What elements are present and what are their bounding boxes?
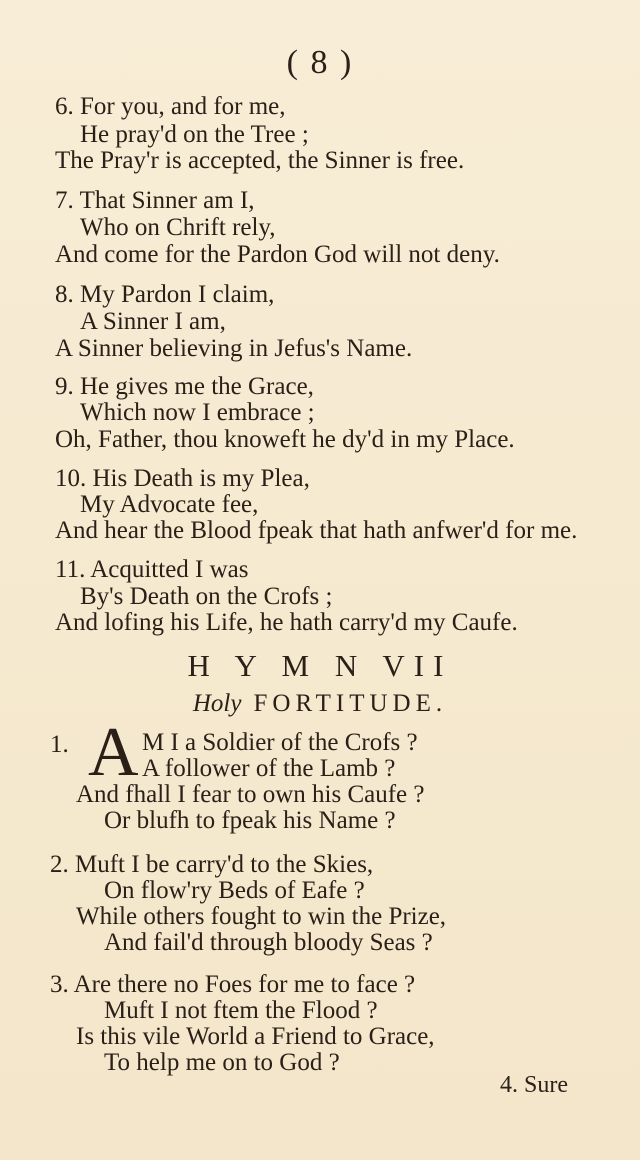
hymn-stanza-3-line-3: Is this vile World a Friend to Grace, [76, 1023, 435, 1050]
stanza-6-line-1: 6. For you, and for me, [55, 93, 286, 120]
stanza-8-line-2: A Sinner I am, [80, 308, 226, 335]
hymn-stanza-2-line-3: While others fought to win the Prize, [76, 903, 447, 930]
hymn-stanza-2-line-4: And fail'd through bloody Seas ? [104, 929, 433, 956]
stanza-7-line-1: 7. That Sinner am I, [55, 187, 255, 214]
hymn-stanza-3-line-2: Muft I not ftem the Flood ? [104, 997, 378, 1024]
stanza-10-line-2: My Advocate fee, [80, 491, 259, 518]
hymn-stanza-3-line-4: To help me on to God ? [104, 1049, 340, 1076]
hymn-subtitle-caps: FORTITUDE. [253, 690, 448, 717]
stanza-9-line-2: Which now I embrace ; [80, 399, 315, 426]
stanza-8-line-3: A Sinner believing in Jefus's Name. [55, 335, 413, 362]
hymn-stanza-2-line-1: 2. Muft I be carry'd to the Skies, [50, 851, 374, 878]
stanza-10-line-1: 10. His Death is my Plea, [55, 465, 310, 492]
hymn-stanza-1-number: 1. [50, 731, 69, 758]
stanza-6-line-2: He pray'd on the Tree ; [80, 121, 309, 148]
drop-cap: A [88, 714, 139, 791]
hymn-subtitle-italic: Holy [192, 690, 242, 717]
stanza-11-line-1: 11. Acquitted I was [55, 556, 249, 583]
stanza-9-line-3: Oh, Father, thou knoweft he dy'd in my Place. [55, 426, 515, 453]
hymn-stanza-1-line-4: Or blufh to fpeak his Name ? [104, 807, 396, 834]
stanza-11-line-3: And lofing his Life, he hath carry'd my Caufe. [55, 609, 518, 636]
hymn-stanza-1-line-2: A follower of the Lamb ? [142, 755, 396, 782]
stanza-9-line-1: 9. He gives me the Grace, [55, 373, 314, 400]
hymn-stanza-2-line-2: On flow'ry Beds of Eafe ? [104, 877, 365, 904]
stanza-8-line-1: 8. My Pardon I claim, [55, 281, 275, 308]
hymn-stanza-1-line-1: M I a Soldier of the Crofs ? [142, 729, 418, 756]
hymn-title: H Y M N VII [187, 648, 453, 683]
stanza-10-line-3: And hear the Blood fpeak that hath anfwer'd for me. [55, 517, 578, 544]
hymn-stanza-3-line-1: 3. Are there no Foes for me to face ? [50, 971, 416, 998]
catchword: 4. Sure [500, 1072, 568, 1098]
page-number: ( 8 ) [286, 44, 354, 81]
hymn-stanza-1-line-3: And fhall I fear to own his Caufe ? [76, 781, 425, 808]
stanza-6-line-3: The Pray'r is accepted, the Sinner is free. [55, 147, 465, 174]
stanza-11-line-2: By's Death on the Crofs ; [80, 583, 333, 610]
stanza-7-line-2: Who on Chrift rely, [80, 214, 276, 241]
stanza-7-line-3: And come for the Pardon God will not deny. [55, 241, 500, 268]
